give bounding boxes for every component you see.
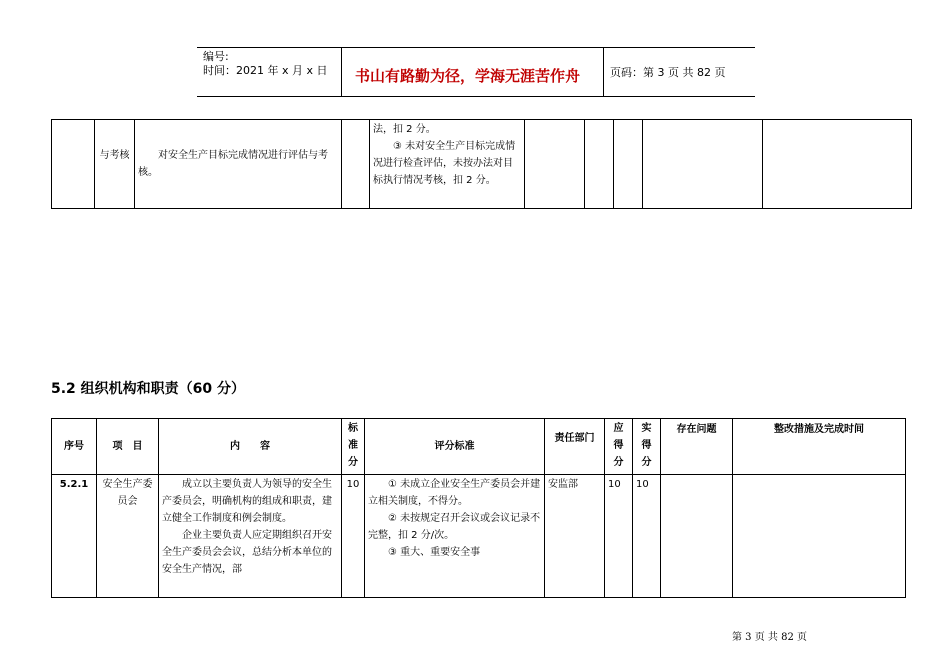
row-std-score: 10 <box>346 479 360 490</box>
prev-std-cell <box>342 120 370 209</box>
header-issues <box>661 419 733 475</box>
row-criteria-2: ② 未按规定召开会议或会议记录不完整，扣 2 分/次。 <box>368 513 541 541</box>
row-due-score-cell <box>605 475 633 598</box>
row-content-2: 企业主要负责人应定期组织召开安全生产委员会会议，总结分析本单位的安全生产情况，部 <box>162 530 332 575</box>
prev-table <box>51 119 912 209</box>
prev-item-cell <box>95 120 135 209</box>
row-seq-cell <box>52 475 97 598</box>
time-label: 时间：2021 年 x 月 x 日 <box>203 64 328 77</box>
table-row <box>52 475 906 598</box>
header-divider-left <box>341 47 342 97</box>
table-header-row <box>52 419 906 475</box>
prev-criteria-cell <box>370 120 525 209</box>
row-measures-cell <box>733 475 906 598</box>
prev-seq-cell <box>52 120 95 209</box>
score-table <box>51 418 906 598</box>
prev-criteria-2: ③ 未对安全生产目标完成情况进行检查评估，未按办法对目标执行情况考核，扣 2 分。 <box>373 141 516 186</box>
prev-item-text: 与考核 <box>99 150 130 161</box>
prev-criteria-1: 法，扣 2 分。 <box>373 124 436 135</box>
header-bottom-rule <box>197 96 755 97</box>
header-dept-text: 责任部门 <box>554 433 595 444</box>
header-std-score <box>342 419 365 475</box>
row-criteria-cell <box>365 475 545 598</box>
header-criteria <box>365 419 545 475</box>
header-content <box>159 419 342 475</box>
row-actual-score: 10 <box>636 479 649 490</box>
header-measures-text: 整改措施及完成时间 <box>774 424 864 435</box>
header-top-rule <box>197 47 755 48</box>
prev-issues-cell <box>643 120 763 209</box>
row-content-1: 成立以主要负责人为领导的安全生产委员会，明确机构的组成和职责，建立健全工作制度和例会制度。 <box>162 479 332 524</box>
page-footer: 第 3 页 共 82 页 <box>732 632 807 643</box>
motto-text: 书山有路勤为径，学海无涯苦作舟 <box>355 67 581 85</box>
prev-table-row <box>52 120 912 209</box>
row-item: 安全生产委员会 <box>102 479 153 507</box>
row-content-cell <box>159 475 342 598</box>
row-actual-score-cell <box>633 475 661 598</box>
row-criteria-1: ① 未成立企业安全生产委员会并建立相关制度，不得分。 <box>368 479 541 507</box>
page-label: 页码：第 3 页 共 82 页 <box>610 66 726 79</box>
prev-actual-cell <box>614 120 643 209</box>
row-dept-cell <box>545 475 605 598</box>
header-item <box>97 419 159 475</box>
row-dept: 安监部 <box>548 479 578 490</box>
header-criteria-text: 评分标准 <box>434 441 475 452</box>
prev-due-cell <box>585 120 614 209</box>
row-due-score: 10 <box>608 479 621 490</box>
row-criteria-3: ③ 重大、重要安全事 <box>388 547 481 558</box>
header-issues-text: 存在问题 <box>676 424 717 435</box>
section-title: 5.2 组织机构和职责（60 分） <box>51 381 246 397</box>
row-seq: 5.2.1 <box>59 479 89 490</box>
row-issues-cell <box>661 475 733 598</box>
header-due-score <box>605 419 633 475</box>
header-item-text: 项 目 <box>112 441 143 452</box>
header-due-score-text: 应得分 <box>613 423 624 468</box>
header-divider-right <box>603 47 604 97</box>
row-item-cell <box>97 475 159 598</box>
prev-content-text: 对安全生产目标完成情况进行评估与考核。 <box>138 150 328 178</box>
header-actual-score-text: 实得分 <box>641 423 652 468</box>
header-content-text: 内 容 <box>230 441 270 452</box>
header-actual-score <box>633 419 661 475</box>
header-measures <box>733 419 906 475</box>
header-seq-text: 序号 <box>64 441 84 452</box>
serial-label: 编号: <box>203 50 229 63</box>
prev-content-cell <box>135 120 342 209</box>
row-std-score-cell <box>342 475 365 598</box>
header-seq <box>52 419 97 475</box>
header-std-score-text: 标准分 <box>348 423 358 468</box>
prev-measures-cell <box>763 120 912 209</box>
prev-dept-cell <box>525 120 585 209</box>
header-dept <box>545 419 605 475</box>
